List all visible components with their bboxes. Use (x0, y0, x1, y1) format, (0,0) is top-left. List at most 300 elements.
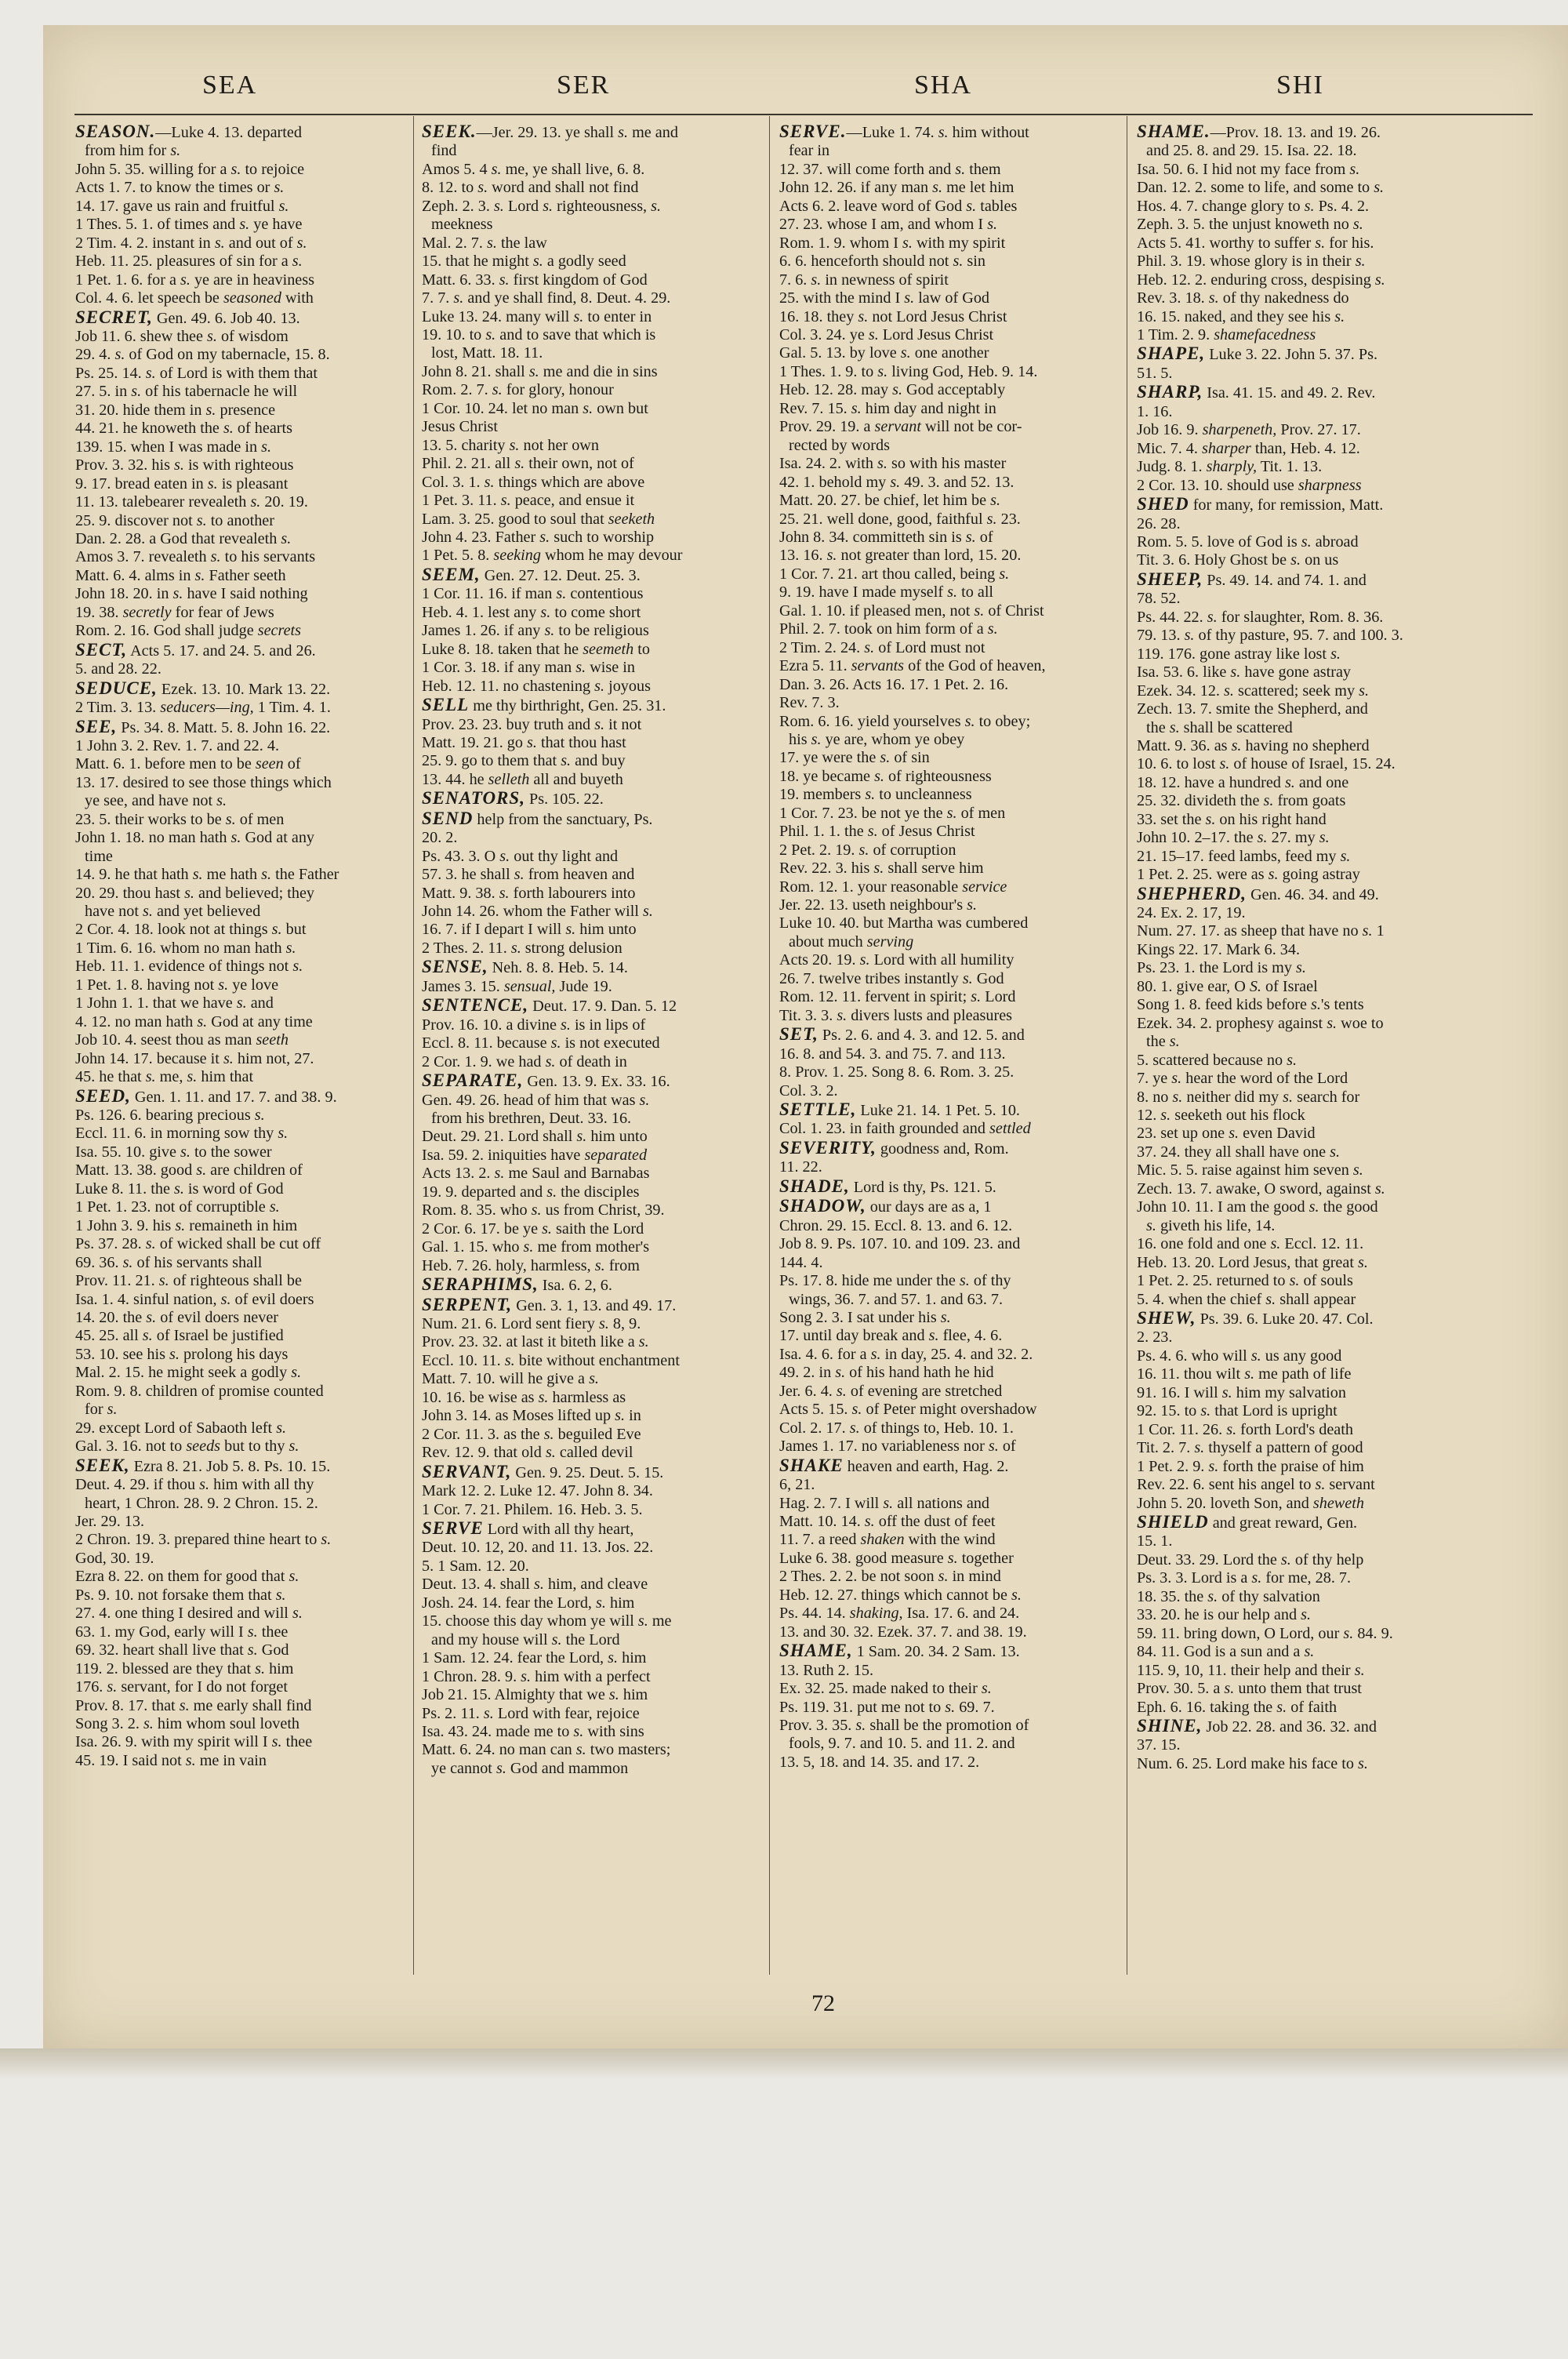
concordance-line: the s. shall be scattered (1146, 718, 1293, 736)
page-edge-shadow (0, 2048, 1568, 2080)
concordance-line: Mal. 2. 7. s. the law (422, 234, 547, 252)
concordance-line: Col. 4. 6. let speech be seasoned with (75, 289, 314, 307)
concordance-line: 37. 24. they all shall have one s. (1137, 1143, 1341, 1161)
concordance-line: 42. 1. behold my s. 49. 3. and 52. 13. (779, 473, 1014, 491)
concordance-line: 19. 38. secretly for fear of Jews (75, 603, 274, 621)
concordance-line: 1 John 3. 2. Rev. 1. 7. and 22. 4. (75, 736, 279, 754)
concordance-line: Prov. 11. 21. s. of righteous shall be (75, 1272, 302, 1290)
concordance-line: meekness (431, 216, 493, 234)
concordance-line: SHED for many, for remission, Matt. (1137, 495, 1384, 514)
concordance-line: find (431, 142, 457, 160)
concordance-line: Song 2. 3. I sat under his s. (779, 1309, 951, 1326)
concordance-line: 1 Pet. 5. 8. seeking whom he may devour (422, 547, 683, 565)
concordance-line: 92. 15. to s. that Lord is upright (1137, 1402, 1338, 1420)
concordance-line: 49. 2. in s. of his hand hath he hid (779, 1364, 994, 1382)
concordance-line: SEDUCE, Ezek. 13. 10. Mark 13. 22. (75, 678, 331, 698)
concordance-line: from him for s. (85, 142, 181, 160)
concordance-line: 7. ye s. hear the word of the Lord (1137, 1070, 1348, 1088)
concordance-line: have not s. and yet believed (85, 903, 261, 921)
concordance-line: 1 Tim. 2. 9. shamefacedness (1137, 325, 1316, 343)
concordance-line: Heb. 12. 2. enduring cross, despising s. (1137, 271, 1385, 289)
column-sha (779, 122, 1124, 1772)
concordance-line: 27. 4. one thing I desired and will s. (75, 1605, 303, 1623)
concordance-line: 1 Cor. 10. 24. let no man s. own but (422, 399, 648, 417)
concordance-line: SHAPE, Luke 3. 22. John 5. 37. Ps. (1137, 344, 1377, 364)
concordance-line: Rom. 1. 9. whom I s. with my spirit (779, 234, 1006, 252)
concordance-line: 1 John 3. 9. his s. remaineth in him (75, 1216, 298, 1234)
concordance-line: John 12. 26. if any man s. me let him (779, 179, 1014, 197)
concordance-line: SENATORS, Ps. 105. 22. (422, 789, 604, 809)
concordance-line: ye see, and have not s. (85, 792, 227, 810)
concordance-line: 13. 17. desired to see those things which (75, 773, 332, 791)
concordance-line: Ps. 17. 8. hide me under the s. of thy (779, 1272, 1011, 1290)
concordance-line: 5. scattered because no s. (1137, 1051, 1298, 1069)
concordance-line: 18. 12. have a hundred s. and one (1137, 773, 1349, 791)
concordance-line: Eccl. 10. 11. s. bite without enchantment (422, 1351, 680, 1369)
concordance-line: Luke 8. 11. the s. is word of God (75, 1180, 284, 1198)
concordance-line: 16. 11. thou wilt s. me path of life (1137, 1365, 1352, 1383)
concordance-line: 1 Thes. 1. 9. to s. living God, Heb. 9. 14. (779, 362, 1038, 380)
concordance-line: 23. 5. their works to be s. of men (75, 810, 285, 828)
concordance-line: 5. and 28. 22. (75, 660, 162, 678)
concordance-line: 1 Sam. 12. 24. fear the Lord, s. him (422, 1649, 647, 1667)
concordance-line: Phil. 1. 1. the s. of Jesus Christ (779, 823, 975, 841)
concordance-line: from his brethren, Deut. 33. 16. (431, 1110, 632, 1128)
concordance-line: Song 3. 2. s. him whom soul loveth (75, 1714, 300, 1732)
concordance-line: SHIELD and great reward, Gen. (1137, 1512, 1358, 1532)
concordance-line: 25. 32. divideth the s. from goats (1137, 792, 1346, 810)
concordance-line: SHEW, Ps. 39. 6. Luke 20. 47. Col. (1137, 1309, 1374, 1328)
concordance-line: the s. (1146, 1033, 1180, 1051)
concordance-line: and my house will s. the Lord (431, 1630, 620, 1648)
concordance-line: 14. 9. he that hath s. me hath s. the Father (75, 866, 339, 884)
concordance-line: 17. ye were the s. of sin (779, 749, 930, 767)
concordance-line: 4. 12. no man hath s. God at any time (75, 1012, 313, 1030)
concordance-line: 91. 16. I will s. him my salvation (1137, 1383, 1346, 1401)
concordance-line: John 14. 26. whom the Father will s. (422, 903, 653, 921)
concordance-line: 14. 17. gave us rain and fruitful s. (75, 197, 289, 215)
concordance-line: Isa. 59. 2. iniquities have separated (422, 1146, 648, 1164)
concordance-line: 27. 23. whose I am, and whom I s. (779, 216, 998, 234)
concordance-line: 51. 5. (1137, 364, 1173, 382)
concordance-line: 18. 35. the s. of thy salvation (1137, 1587, 1320, 1605)
concordance-line: 27. 5. in s. of his tabernacle he will (75, 383, 298, 401)
concordance-line: 1 Pet. 1. 6. for a s. ye are in heaviness (75, 271, 314, 289)
concordance-line: 9. 19. have I made myself s. to all (779, 583, 994, 602)
concordance-line: 11. 7. a reed shaken with the wind (779, 1531, 996, 1549)
concordance-line: 79. 13. s. of thy pasture, 95. 7. and 100. 3. (1137, 627, 1403, 645)
concordance-line: Matt. 13. 38. good s. are children of (75, 1161, 303, 1180)
concordance-line: Acts 6. 2. leave word of God s. tables (779, 197, 1018, 215)
concordance-line: 2. 23. (1137, 1329, 1173, 1347)
concordance-line: SEND help from the sanctuary, Ps. (422, 809, 653, 828)
concordance-line: 12. 37. will come forth and s. them (779, 160, 1001, 178)
concordance-line: 15. that he might s. a godly seed (422, 253, 626, 271)
concordance-line: Song 1. 8. feed kids before s.'s tents (1137, 996, 1364, 1014)
concordance-line: Matt. 6. 4. alms in s. Father seeth (75, 566, 286, 584)
concordance-line: Lam. 3. 25. good to soul that seeketh (422, 510, 655, 528)
concordance-line: 69. 32. heart shall live that s. God (75, 1641, 289, 1659)
concordance-line: 5. 4. when the chief s. shall appear (1137, 1290, 1356, 1308)
concordance-line: 2 Tim. 2. 24. s. of Lord must not (779, 638, 985, 656)
concordance-line: 1 Cor. 11. 26. s. forth Lord's death (1137, 1420, 1353, 1438)
concordance-line: SEASON.—Luke 4. 13. departed (75, 122, 302, 141)
concordance-line: Luke 10. 40. but Martha was cumbered (779, 914, 1029, 932)
concordance-line: 119. 2. blessed are they that s. him (75, 1659, 294, 1677)
concordance-line: 119. 176. gone astray like lost s. (1137, 645, 1341, 663)
concordance-line: Isa. 55. 10. give s. to the sower (75, 1143, 272, 1161)
concordance-line: Ezra 5. 11. servants of the God of heaven, (779, 657, 1046, 675)
concordance-line: 1 Tim. 6. 16. whom no man hath s. (75, 939, 296, 957)
header-rule (74, 114, 1533, 115)
concordance-line: 115. 9, 10, 11. their help and their s. (1137, 1661, 1365, 1679)
concordance-line: 1 Pet. 2. 25. returned to s. of souls (1137, 1272, 1353, 1290)
concordance-line: Dan. 2. 28. a God that revealeth s. (75, 529, 292, 547)
concordance-line: John 3. 14. as Moses lifted up s. in (422, 1407, 641, 1425)
concordance-line: 14. 20. the s. of evil doers never (75, 1309, 279, 1326)
concordance-line: about much serving (789, 932, 914, 951)
concordance-line: Heb. 13. 20. Lord Jesus, that great s. (1137, 1253, 1368, 1271)
concordance-line: Ps. 3. 3. Lord is a s. for me, 28. 7. (1137, 1569, 1352, 1587)
concordance-line: Jer. 22. 13. useth neighbour's s. (779, 896, 978, 914)
concordance-line: Matt. 6. 24. no man can s. two masters; (422, 1741, 671, 1759)
concordance-line: 20. 29. thou hast s. and believed; they (75, 884, 315, 902)
concordance-line: Matt. 10. 14. s. off the dust of feet (779, 1512, 996, 1530)
concordance-line: Acts 5. 41. worthy to suffer s. for his. (1137, 234, 1374, 252)
concordance-line: Ps. 25. 14. s. of Lord is with them that (75, 364, 318, 382)
concordance-line: Rev. 7. 15. s. him day and night in (779, 399, 996, 417)
concordance-line: 1 John 1. 1. that we have s. and (75, 994, 274, 1012)
concordance-line: 19. 9. departed and s. the disciples (422, 1183, 640, 1201)
concordance-line: Acts 1. 7. to know the times or s. (75, 179, 285, 197)
concordance-line: SELL me thy birthright, Gen. 25. 31. (422, 696, 666, 715)
concordance-line: SHEPHERD, Gen. 46. 34. and 49. (1137, 884, 1379, 903)
concordance-line: Chron. 29. 15. Eccl. 8. 13. and 6. 12. (779, 1216, 1013, 1234)
concordance-line: 84. 11. God is a sun and a s. (1137, 1643, 1315, 1661)
concordance-line: 45. he that s. me, s. him that (75, 1068, 254, 1086)
concordance-line: SERVE.—Luke 1. 74. s. him without (779, 122, 1029, 141)
concordance-line: Jer. 6. 4. s. of evening are stretched (779, 1382, 1003, 1400)
concordance-line: James 3. 15. sensual, Jude 19. (422, 977, 612, 995)
concordance-line: Heb. 4. 1. lest any s. to come short (422, 603, 641, 621)
concordance-line: Rom. 2. 7. s. for glory, honour (422, 381, 614, 399)
concordance-line: Job 10. 4. seest thou as man seeth (75, 1031, 289, 1049)
concordance-line: 144. 4. (779, 1253, 823, 1271)
concordance-line: Prov. 30. 5. a s. unto them that trust (1137, 1680, 1362, 1698)
concordance-line: James 1. 26. if any s. to be religious (422, 622, 649, 640)
concordance-line: John 10. 11. I am the good s. the good (1137, 1198, 1378, 1216)
concordance-line: 29. except Lord of Sabaoth left s. (75, 1419, 287, 1437)
concordance-line: Mal. 2. 15. he might seek a godly s. (75, 1364, 302, 1382)
concordance-line: Jer. 29. 13. (75, 1512, 145, 1530)
concordance-line: SHAME, 1 Sam. 20. 34. 2 Sam. 13. (779, 1641, 1020, 1661)
concordance-line: SHADE, Lord is thy, Ps. 121. 5. (779, 1176, 996, 1196)
concordance-line: Rom. 9. 8. children of promise counted (75, 1382, 324, 1400)
concordance-line: SECT, Acts 5. 17. and 24. 5. and 26. (75, 640, 316, 660)
concordance-line: Rev. 12. 9. that old s. called devil (422, 1444, 633, 1462)
concordance-line: Num. 27. 17. as sheep that have no s. 1 (1137, 922, 1385, 940)
concordance-line: and 25. 8. and 29. 15. Isa. 22. 18. (1146, 142, 1357, 160)
concordance-line: Rom. 5. 5. love of God is s. abroad (1137, 533, 1359, 551)
concordance-line: 10. 16. be wise as s. harmless as (422, 1388, 626, 1406)
concordance-line: John 14. 17. because it s. him not, 27. (75, 1049, 314, 1067)
concordance-line: Jesus Christ (422, 418, 499, 436)
concordance-line: Dan. 12. 2. some to life, and some to s. (1137, 179, 1385, 197)
concordance-line: SETTLE, Luke 21. 14. 1 Pet. 5. 10. (779, 1100, 1020, 1120)
concordance-line: Tit. 3. 3. s. divers lusts and pleasures (779, 1006, 1013, 1024)
concordance-line: Rom. 2. 16. God shall judge secrets (75, 622, 302, 640)
concordance-line: 2 Tim. 3. 13. seducers—ing, 1 Tim. 4. 1. (75, 699, 331, 717)
concordance-line: Matt. 20. 27. be chief, let him be s. (779, 492, 1001, 510)
concordance-line: Prov. 23. 23. buy truth and s. it not (422, 715, 642, 733)
concordance-line: 12. s. seeketh out his flock (1137, 1107, 1305, 1125)
concordance-line: 8. 12. to s. word and shall not find (422, 179, 639, 197)
concordance-line: 45. 19. I said not s. me in vain (75, 1751, 267, 1769)
concordance-line: 6, 21. (779, 1476, 815, 1494)
concordance-line: lost, Matt. 18. 11. (431, 344, 543, 362)
concordance-line: 1. 16. (1137, 402, 1173, 420)
concordance-line: Rom. 6. 16. yield yourselves s. to obey; (779, 712, 1031, 730)
concordance-line: s. giveth his life, 14. (1146, 1216, 1276, 1234)
concordance-line: Matt. 7. 10. will he give a s. (422, 1370, 599, 1388)
concordance-line: 16. 18. they s. not Lord Jesus Christ (779, 307, 1007, 325)
concordance-line: SERPENT, Gen. 3. 1, 13. and 49. 17. (422, 1295, 677, 1314)
concordance-line: 11. 22. (779, 1158, 822, 1176)
concordance-line: 15. choose this day whom ye will s. me (422, 1612, 672, 1630)
concordance-line: 8. Prov. 1. 25. Song 8. 6. Rom. 3. 25. (779, 1063, 1014, 1081)
page-number: 72 (811, 1990, 835, 2016)
concordance-line: Hag. 2. 7. I will s. all nations and (779, 1494, 990, 1512)
concordance-line: 1 Chron. 28. 9. s. him with a perfect (422, 1667, 651, 1685)
concordance-line: Judg. 8. 1. sharply, Tit. 1. 13. (1137, 458, 1323, 476)
concordance-line: 1 Thes. 5. 1. of times and s. ye have (75, 216, 303, 234)
concordance-line: Acts 13. 2. s. me Saul and Barnabas (422, 1165, 650, 1183)
concordance-line: Rom. 12. 11. fervent in spirit; s. Lord (779, 988, 1016, 1006)
concordance-line: Col. 3. 2. (779, 1081, 838, 1100)
concordance-line: Rev. 7. 3. (779, 694, 840, 712)
concordance-line: fear in (789, 142, 830, 160)
concordance-line: Rom. 8. 35. who s. us from Christ, 39. (422, 1201, 665, 1219)
concordance-line: Phil. 2. 21. all s. their own, not of (422, 455, 634, 473)
concordance-line: Deut. 10. 12, 20. and 11. 13. Jos. 22. (422, 1539, 654, 1557)
concordance-line: Prov. 16. 10. a divine s. is in lips of (422, 1016, 646, 1034)
concordance-line: 17. until day break and s. flee, 4. 6. (779, 1327, 1003, 1345)
concordance-line: Isa. 4. 6. for a s. in day, 25. 4. and 32. 2. (779, 1345, 1033, 1363)
concordance-line: Prov. 29. 19. a servant will not be cor- (779, 418, 1022, 436)
concordance-line: 23. set up one s. even David (1137, 1125, 1316, 1143)
concordance-line: SHARP, Isa. 41. 15. and 49. 2. Rev. (1137, 383, 1376, 402)
column-divider-2 (769, 116, 770, 1975)
concordance-line: 31. 20. hide them in s. presence (75, 401, 276, 419)
concordance-line: 25. with the mind I s. law of God (779, 289, 990, 307)
concordance-line: 20. 2. (422, 829, 458, 847)
concordance-line: Heb. 11. 25. pleasures of sin for a s. (75, 253, 303, 271)
concordance-line: 25. 9. go to them that s. and buy (422, 752, 626, 770)
concordance-line: time (85, 847, 113, 865)
concordance-line: 15. 1. (1137, 1532, 1173, 1550)
concordance-line: 16. 15. naked, and they see his s. (1137, 307, 1345, 325)
concordance-line: 69. 36. s. of his servants shall (75, 1253, 263, 1271)
concordance-line: Deut. 13. 4. shall s. him, and cleave (422, 1576, 648, 1594)
concordance-line: Num. 6. 25. Lord make his face to s. (1137, 1754, 1368, 1772)
concordance-line: ye cannot s. God and mammon (431, 1759, 629, 1777)
concordance-line: Heb. 11. 1. evidence of things not s. (75, 958, 303, 976)
concordance-line: 2 Chron. 19. 3. prepared thine heart to s. (75, 1531, 332, 1549)
concordance-line: 26. 28. (1137, 514, 1181, 533)
concordance-line: SHINE, Job 22. 28. and 36. 32. and (1137, 1716, 1377, 1736)
concordance-line: Ps. 9. 10. not forsake them that s. (75, 1586, 286, 1604)
concordance-line: SEEK.—Jer. 29. 13. ye shall s. me and (422, 122, 678, 141)
concordance-line: 2 Thes. 2. 2. be not soon s. in mind (779, 1568, 1001, 1586)
concordance-line: SEE, Ps. 34. 8. Matt. 5. 8. John 16. 22. (75, 717, 331, 736)
concordance-line: 1 Pet. 2. 9. s. forth the praise of him (1137, 1457, 1364, 1475)
concordance-line: Matt. 6. 33. s. first kingdom of God (422, 271, 648, 289)
concordance-line: 44. 21. he knoweth the s. of hearts (75, 420, 292, 438)
concordance-line: SECRET, Gen. 49. 6. Job 40. 13. (75, 307, 300, 327)
concordance-line: Luke 6. 38. good measure s. together (779, 1549, 1014, 1567)
concordance-line: Isa. 1. 4. sinful nation, s. of evil doers (75, 1290, 314, 1308)
concordance-line: 2 Thes. 2. 11. s. strong delusion (422, 939, 622, 957)
concordance-line: Prov. 23. 32. at last it biteth like a s. (422, 1333, 649, 1351)
concordance-line: 59. 11. bring down, O Lord, our s. 84. 9. (1137, 1624, 1393, 1642)
concordance-line: Luke 8. 18. taken that he seemeth to (422, 640, 650, 658)
concordance-line: his s. ye are, whom ye obey (789, 730, 965, 748)
concordance-line: John 8. 21. shall s. me and die in sins (422, 362, 658, 380)
concordance-line: SEEM, Gen. 27. 12. Deut. 25. 3. (422, 565, 641, 584)
concordance-line: 8. no s. neither did my s. search for (1137, 1088, 1360, 1106)
concordance-line: Tit. 3. 6. Holy Ghost be s. on us (1137, 551, 1339, 569)
concordance-line: SERAPHIMS, Isa. 6. 2, 6. (422, 1275, 612, 1295)
concordance-line: Rom. 12. 1. your reasonable service (779, 878, 1007, 896)
concordance-line: Amos 3. 7. revealeth s. to his servants (75, 548, 316, 566)
concordance-line: 1 Cor. 11. 16. if man s. contentious (422, 585, 644, 603)
concordance-line: Heb. 7. 26. holy, harmless, s. from (422, 1256, 640, 1274)
concordance-line: Isa. 43. 24. made me to s. with sins (422, 1722, 644, 1740)
concordance-line: 16. 7. if I depart I will s. him unto (422, 921, 637, 939)
concordance-line: 26. 7. twelve tribes instantly s. God (779, 969, 1004, 987)
concordance-line: 18. ye became s. of righteousness (779, 767, 992, 785)
concordance-line: 80. 1. give ear, O S. of Israel (1137, 977, 1318, 995)
concordance-line: Ps. 44. 14. shaking, Isa. 17. 6. and 24. (779, 1605, 1020, 1623)
concordance-line: 2 Cor. 4. 18. look not at things s. but (75, 921, 307, 939)
concordance-line: 13. 5. charity s. not her own (422, 436, 599, 454)
concordance-line: God, 30. 19. (75, 1549, 154, 1567)
concordance-line: Ezra 8. 22. on them for good that s. (75, 1568, 299, 1586)
concordance-line: 9. 17. bread eaten in s. is pleasant (75, 474, 289, 493)
concordance-line: 1 Pet. 3. 11. s. peace, and ensue it (422, 492, 635, 510)
concordance-line: Mark 12. 2. Luke 12. 47. John 8. 34. (422, 1482, 653, 1500)
concordance-line: James 1. 17. no variableness nor s. of (779, 1438, 1016, 1456)
concordance-line: 29. 4. s. of God on my tabernacle, 15. 8. (75, 346, 330, 364)
column-shi (1137, 122, 1505, 1773)
concordance-line: 33. set the s. on his right hand (1137, 810, 1327, 828)
concordance-line: Mic. 5. 5. raise against him seven s. (1137, 1161, 1363, 1180)
concordance-line: 19. members s. to uncleanness (779, 786, 972, 804)
concordance-line: 63. 1. my God, early will I s. thee (75, 1623, 289, 1641)
concordance-line: 13. Ruth 2. 15. (779, 1661, 874, 1679)
concordance-line: 7. 6. s. in newness of spirit (779, 271, 949, 289)
concordance-line: Matt. 9. 38. s. forth labourers into (422, 884, 636, 902)
concordance-line: SET, Ps. 2. 6. and 4. 3. and 12. 5. and (779, 1025, 1025, 1045)
header-sha: SHA (914, 71, 973, 100)
concordance-line: SEED, Gen. 1. 11. and 17. 7. and 38. 9. (75, 1086, 337, 1106)
column-ser (422, 122, 767, 1778)
concordance-line: Col. 3. 24. ye s. Lord Jesus Christ (779, 325, 994, 343)
concordance-line: Luke 13. 24. many will s. to enter in (422, 307, 652, 325)
concordance-line: 2 Tim. 4. 2. instant in s. and out of s. (75, 234, 307, 252)
concordance-line: Isa. 50. 6. I hid not my face from s. (1137, 160, 1360, 178)
concordance-line: Ezek. 34. 12. s. scattered; seek my s. (1137, 682, 1370, 700)
concordance-line: 13. 5, 18. and 14. 35. and 17. 2. (779, 1753, 980, 1771)
concordance-line: Ps. 43. 3. O s. out thy light and (422, 847, 619, 865)
concordance-line: Phil. 3. 19. whose glory is in their s. (1137, 253, 1366, 271)
concordance-line: 2 Cor. 13. 10. should use sharpness (1137, 476, 1362, 494)
concordance-line: 1 Pet. 1. 23. not of corruptible s. (75, 1198, 280, 1216)
concordance-line: 11. 13. talebearer revealeth s. 20. 19. (75, 493, 308, 511)
concordance-line: 13. 44. he selleth all and buyeth (422, 770, 623, 788)
concordance-line: Job 21. 15. Almighty that we s. him (422, 1686, 648, 1704)
concordance-line: 19. 10. to s. and to save that which is (422, 325, 656, 343)
concordance-line: Phil. 2. 7. took on him form of a s. (779, 620, 998, 638)
concordance-line: John 1. 18. no man hath s. God at any (75, 829, 315, 847)
concordance-line: Ps. 126. 6. bearing precious s. (75, 1107, 265, 1125)
concordance-line: Prov. 8. 17. that s. me early shall find (75, 1696, 312, 1714)
concordance-line: Josh. 24. 14. fear the Lord, s. him (422, 1594, 635, 1612)
concordance-line: SHEEP, Ps. 49. 14. and 74. 1. and (1137, 569, 1367, 589)
concordance-line: John 8. 34. committeth sin is s. of (779, 528, 993, 546)
concordance-line: 25. 9. discover not s. to another (75, 511, 274, 529)
header-sea: SEA (202, 71, 258, 100)
concordance-line: Acts 20. 19. s. Lord with all humility (779, 951, 1014, 969)
concordance-line: 13. and 30. 32. Ezek. 37. 7. and 38. 19. (779, 1623, 1027, 1641)
concordance-line: Mic. 7. 4. sharper than, Heb. 4. 12. (1137, 439, 1360, 457)
concordance-line: Kings 22. 17. Mark 6. 34. (1137, 940, 1301, 958)
concordance-line: John 10. 2–17. the s. 27. my s. (1137, 829, 1330, 847)
concordance-line: Ex. 32. 25. made naked to their s. (779, 1680, 992, 1698)
concordance-line: Job 16. 9. sharpeneth, Prov. 27. 17. (1137, 421, 1361, 439)
concordance-line: 1 Cor. 3. 18. if any man s. wise in (422, 659, 635, 677)
concordance-line: John 18. 20. in s. have I said nothing (75, 585, 308, 603)
concordance-line: Prov. 3. 32. his s. is with righteous (75, 456, 294, 474)
concordance-line: Heb. 12. 28. may s. God acceptably (779, 381, 1006, 399)
concordance-line: 13. 16. s. not greater than lord, 15. 20. (779, 547, 1022, 565)
header-shi: SHI (1276, 71, 1324, 100)
concordance-line: Ps. 4. 6. who will s. us any good (1137, 1347, 1342, 1365)
concordance-line: Eph. 6. 16. taking the s. of faith (1137, 1698, 1338, 1716)
concordance-line: Gal. 1. 15. who s. me from mother's (422, 1238, 650, 1256)
concordance-line: 7. 7. s. and ye shall find, 8. Deut. 4. 29. (422, 289, 671, 307)
concordance-line: 6. 6. henceforth should not s. sin (779, 253, 985, 271)
concordance-line: 78. 52. (1137, 590, 1181, 608)
concordance-line: SENTENCE, Deut. 17. 9. Dan. 5. 12 (422, 996, 677, 1016)
concordance-line: John 5. 35. willing for a s. to rejoice (75, 160, 305, 178)
header-ser: SER (557, 71, 611, 100)
concordance-line: 57. 3. he shall s. from heaven and (422, 866, 635, 884)
concordance-line: 37. 15. (1137, 1736, 1181, 1754)
concordance-line: Heb. 12. 11. no chastening s. joyous (422, 677, 651, 695)
concordance-line: 5. 1 Sam. 12. 20. (422, 1557, 529, 1575)
concordance-line: John 4. 23. Father s. such to worship (422, 528, 655, 546)
concordance-line: fools, 9. 7. and 10. 5. and 11. 2. and (789, 1735, 1015, 1753)
concordance-line: 1 Cor. 7. 23. be not ye the s. of men (779, 804, 1006, 822)
concordance-line: Job 8. 9. Ps. 107. 10. and 109. 23. and (779, 1235, 1021, 1253)
concordance-line: wings, 36. 7. and 57. 1. and 63. 7. (789, 1290, 1004, 1308)
concordance-line: SEEK, Ezra 8. 21. Job 5. 8. Ps. 10. 15. (75, 1456, 331, 1475)
concordance-line: 33. 20. he is our help and s. (1137, 1606, 1312, 1624)
concordance-line: 2 Cor. 6. 17. be ye s. saith the Lord (422, 1219, 644, 1238)
concordance-line: SENSE, Neh. 8. 8. Heb. 5. 14. (422, 958, 628, 977)
concordance-line: Rev. 22. 3. his s. shall serve him (779, 860, 984, 878)
